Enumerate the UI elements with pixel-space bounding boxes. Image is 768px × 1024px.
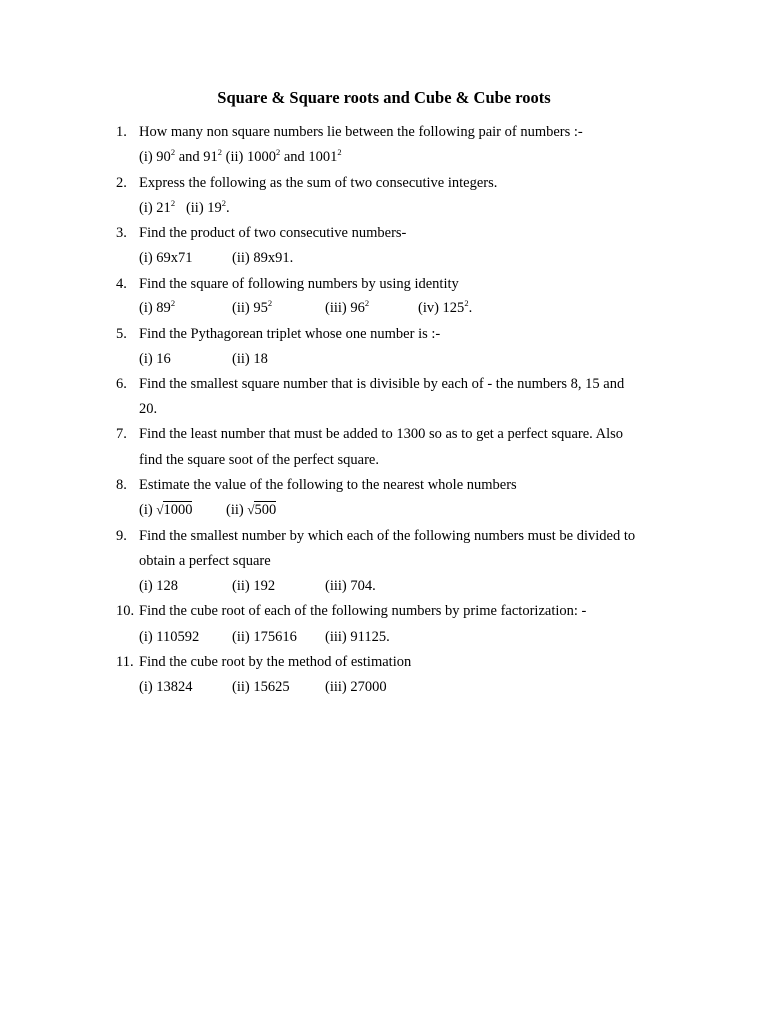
option-text: (i) 16: [139, 351, 171, 367]
option-item: [325, 300, 369, 317]
exponent: 2: [170, 298, 176, 308]
option-text: (i) 21: [139, 200, 171, 216]
option-item: [418, 300, 472, 317]
question-number: 9.: [116, 528, 127, 544]
question-text: Find the smallest square number that is divisible by each of - the numbers 8, 15 and: [139, 376, 625, 392]
question-text: Find the Pythagorean triplet whose one number is :-: [139, 326, 441, 342]
option-text: and 1001: [280, 149, 338, 165]
question-text-continued: 20.: [139, 401, 158, 417]
option-text: (i) 90: [139, 149, 171, 165]
option-text: (ii) 95: [232, 300, 268, 316]
question-number: 5.: [116, 326, 127, 342]
square-root: [156, 502, 192, 519]
option-text: (i) 110592: [139, 629, 200, 645]
question-text: Estimate the value of the following to the nearest whole numbers: [139, 477, 517, 493]
question-text-continued: find the square soot of the perfect square.: [139, 452, 379, 468]
radical-sign: √: [247, 502, 255, 517]
option-text: (iii) 96: [325, 300, 365, 316]
option-text: (ii) 192: [232, 578, 276, 594]
option-text: (i): [139, 502, 157, 518]
option-text: (ii) 175616: [232, 629, 297, 645]
question-text: Find the product of two consecutive numbers-: [139, 225, 407, 241]
question-options: [139, 200, 230, 217]
exponent: 2: [337, 147, 342, 157]
option-text: (ii) 15625: [232, 679, 290, 695]
exponent: 2: [267, 298, 273, 308]
option-text: (iii) 27000: [325, 679, 387, 695]
option-item: [226, 502, 276, 519]
option-text: and 91: [175, 149, 218, 165]
exponent: 2: [275, 147, 281, 157]
option-item: [139, 502, 192, 519]
radical-sign: √: [156, 502, 164, 517]
question-text: How many non square numbers lie between the following pair of numbers :-: [139, 124, 583, 140]
option-text: (ii) 1000: [222, 149, 276, 165]
question-number: 10.: [116, 603, 135, 619]
exponent: 2: [464, 298, 469, 308]
exponent: 2: [217, 147, 222, 157]
page-title: Square & Square roots and Cube & Cube roots: [217, 88, 551, 107]
option-text: (iii) 91125.: [325, 629, 390, 645]
question-number: 1.: [116, 124, 127, 140]
option-text: (ii): [226, 502, 248, 518]
option-text: (iv) 125: [418, 300, 465, 316]
option-item: [232, 300, 272, 317]
option-text: (ii) 89x91.: [232, 250, 294, 266]
exponent: 2: [170, 147, 176, 157]
question-number: 2.: [116, 175, 127, 191]
question-number: 6.: [116, 376, 127, 392]
question-text: Find the square of following numbers by using identity: [139, 276, 459, 292]
question-number: 4.: [116, 276, 127, 292]
exponent: 2: [221, 198, 227, 208]
question-number: 11.: [116, 654, 134, 670]
question-text-continued: obtain a perfect square: [139, 553, 271, 569]
option-text: (i) 13824: [139, 679, 193, 695]
question-text: Find the smallest number by which each of the following numbers must be divided to: [139, 528, 636, 544]
question-number: 3.: [116, 225, 127, 241]
option-text: .: [226, 200, 230, 216]
radicand: 500: [254, 502, 277, 518]
option-text: (ii) 19: [185, 200, 222, 216]
option-text: (i) 128: [139, 578, 179, 594]
question-text: Find the cube root of each of the following numbers by prime factorization: -: [139, 603, 587, 619]
square-root: [247, 502, 276, 519]
question-text: Express the following as the sum of two consecutive integers.: [139, 175, 498, 191]
option-item: [139, 300, 175, 317]
option-text: .: [468, 300, 473, 316]
question-number: 7.: [116, 426, 127, 442]
option-text: (iii) 704.: [325, 578, 376, 594]
question-text: Find the least number that must be added to 1300 so as to get a perfect square. Also: [139, 426, 624, 442]
question-text: Find the cube root by the method of estimation: [139, 654, 412, 670]
exponent: 2: [364, 298, 370, 308]
option-text: (i) 69x71: [139, 250, 193, 266]
question-number: 8.: [116, 477, 127, 493]
question-options: [139, 149, 342, 166]
exponent: 2: [170, 198, 176, 208]
radicand: 1000: [163, 502, 193, 518]
option-text: (i) 89: [139, 300, 171, 316]
option-text: (ii) 18: [232, 351, 268, 367]
